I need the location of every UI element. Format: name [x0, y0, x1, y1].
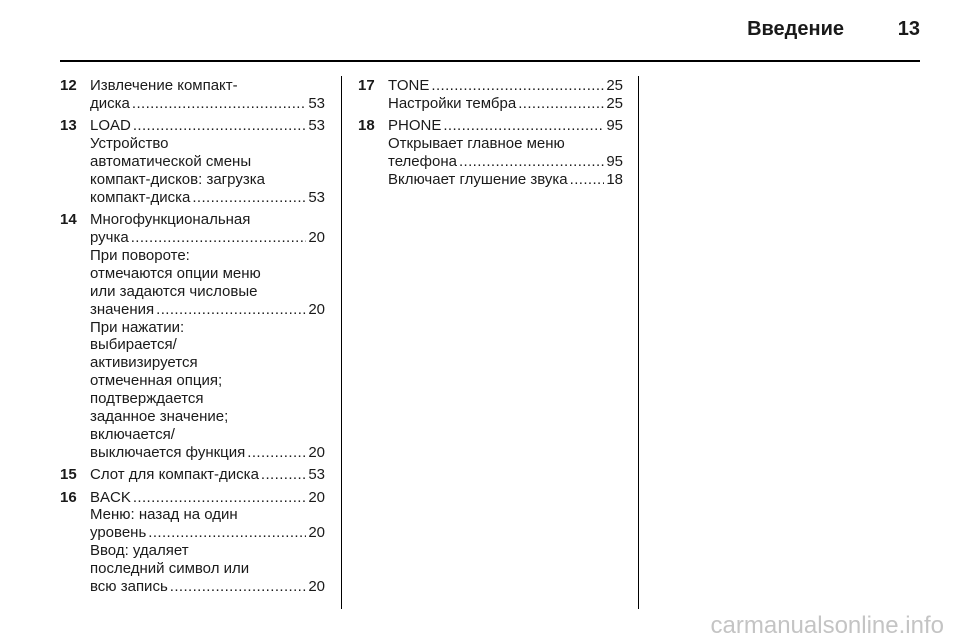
entry-text: Меню: назад на один — [90, 506, 238, 524]
page-number: 13 — [897, 18, 920, 40]
entry-line — [90, 408, 325, 426]
page-reference[interactable]: 20 — [308, 488, 325, 506]
entry-text: При нажатии: — [90, 318, 185, 336]
dot-leader — [443, 117, 604, 135]
page-reference[interactable]: 25 — [606, 94, 623, 112]
dot-leader — [131, 229, 307, 247]
entry-text: значения — [90, 300, 155, 318]
entry-line — [90, 336, 325, 354]
dot-leader — [133, 117, 306, 135]
entry-number: 18 — [358, 117, 375, 135]
entry-line — [388, 153, 623, 171]
section-title: Введение — [747, 18, 844, 40]
entry-text: LOAD — [90, 117, 131, 135]
entry-text: включается/ — [90, 426, 175, 443]
legend-entry — [358, 117, 623, 189]
entry-line — [90, 524, 325, 542]
entry-line — [90, 466, 325, 484]
page-reference[interactable]: 53 — [308, 466, 325, 484]
entry-number: 16 — [60, 488, 77, 506]
entry-text: или задаются числовые — [90, 282, 258, 300]
dot-leader — [431, 77, 604, 95]
entry-text: компакт-диска — [90, 188, 191, 206]
entry-number: 15 — [60, 466, 77, 484]
dot-leader — [170, 578, 307, 596]
entry-text: При повороте: — [90, 246, 190, 264]
entry-text: последний символ или — [90, 560, 250, 578]
dot-leader — [156, 301, 306, 319]
entry-line — [90, 211, 325, 229]
legend-entry — [60, 117, 325, 207]
dot-leader — [148, 524, 306, 542]
entry-text: выбирается/ — [90, 336, 177, 354]
entry-line — [90, 426, 325, 444]
entry-text: активизируется — [90, 354, 198, 372]
page-reference[interactable]: 20 — [308, 443, 325, 461]
legend-entry — [60, 489, 325, 596]
legend-entry — [60, 466, 325, 484]
entry-line — [90, 560, 325, 578]
entry-text: Устройство — [90, 135, 169, 153]
entry-line — [90, 578, 325, 596]
entry-text: Включает глушение звука — [388, 170, 568, 188]
watermark: carmanualsonline.info — [710, 612, 944, 639]
entry-line — [90, 95, 325, 113]
entry-text: выключается функция — [90, 443, 246, 461]
entry-line — [90, 153, 325, 171]
entry-line — [90, 171, 325, 189]
entry-text: уровень — [90, 524, 147, 542]
legend-entry — [60, 211, 325, 462]
page-reference[interactable]: 95 — [606, 153, 623, 171]
column-divider — [341, 76, 342, 609]
entry-text: Настройки тембра — [388, 94, 517, 112]
entry-text: телефона — [388, 153, 457, 171]
entry-line — [90, 301, 325, 319]
entry-line — [90, 354, 325, 372]
entry-line — [90, 265, 325, 283]
entry-line — [90, 319, 325, 337]
dot-leader — [261, 466, 306, 484]
page-reference[interactable]: 53 — [308, 117, 325, 135]
entry-text: BACK — [90, 488, 131, 506]
page-reference[interactable]: 20 — [308, 578, 325, 596]
page-reference[interactable]: 20 — [308, 524, 325, 542]
page-reference[interactable]: 53 — [308, 94, 325, 112]
dot-leader — [518, 95, 604, 113]
entry-number: 17 — [358, 77, 375, 94]
legend-entry — [60, 77, 325, 113]
entry-line — [90, 189, 325, 207]
dot-leader — [192, 189, 306, 207]
entry-text: Открывает главное меню — [388, 135, 565, 153]
dot-leader — [133, 489, 306, 507]
entry-line — [388, 95, 623, 113]
page-reference[interactable]: 25 — [606, 77, 623, 94]
entry-number: 12 — [60, 77, 77, 94]
entry-text: отмечаются опции меню — [90, 264, 261, 282]
entry-line — [90, 542, 325, 560]
entry-line — [90, 372, 325, 390]
page-reference[interactable]: 20 — [308, 229, 325, 247]
entry-line — [388, 77, 623, 95]
entry-line — [90, 77, 325, 95]
entry-line — [388, 171, 623, 189]
right-column — [358, 77, 623, 193]
entry-line — [90, 489, 325, 507]
dot-leader — [459, 153, 604, 171]
page-reference[interactable]: 53 — [308, 188, 325, 206]
entry-line — [90, 117, 325, 135]
entry-line — [90, 247, 325, 265]
entry-text: подтверждается — [90, 390, 204, 408]
entry-text: всю запись — [90, 578, 168, 596]
entry-text: автоматической смены — [90, 153, 252, 171]
dot-leader — [247, 444, 306, 462]
entry-line — [90, 229, 325, 247]
page-reference[interactable]: 18 — [606, 170, 623, 188]
entry-number: 14 — [60, 211, 77, 229]
entry-text: заданное значение; — [90, 408, 229, 426]
entry-text: TONE — [388, 77, 430, 94]
entry-line — [90, 135, 325, 153]
page-reference[interactable]: 95 — [606, 117, 623, 135]
entry-number: 13 — [60, 117, 77, 135]
entry-text: Извлечение компакт- — [90, 77, 238, 94]
entry-line — [90, 506, 325, 524]
left-column — [60, 77, 325, 600]
entry-text: Многофункциональная — [90, 211, 251, 229]
entry-text: компакт-дисков: загрузка — [90, 170, 265, 188]
entry-text: PHONE — [388, 117, 442, 135]
entry-text: Ввод: удаляет — [90, 542, 189, 560]
page-reference[interactable]: 20 — [308, 300, 325, 318]
column-divider-right — [638, 76, 639, 609]
entry-text: диска — [90, 94, 130, 112]
entry-text: ручка — [90, 229, 129, 247]
entry-line — [388, 135, 623, 153]
page-header — [60, 18, 920, 46]
legend-entry — [358, 77, 623, 113]
entry-line — [90, 283, 325, 301]
dot-leader — [570, 171, 605, 189]
entry-line — [90, 390, 325, 408]
entry-text: Слот для компакт-диска — [90, 466, 259, 484]
dot-leader — [132, 95, 306, 113]
entry-text: отмеченная опция; — [90, 372, 223, 390]
header-rule — [60, 60, 920, 62]
entry-line — [90, 444, 325, 462]
entry-line — [388, 117, 623, 135]
